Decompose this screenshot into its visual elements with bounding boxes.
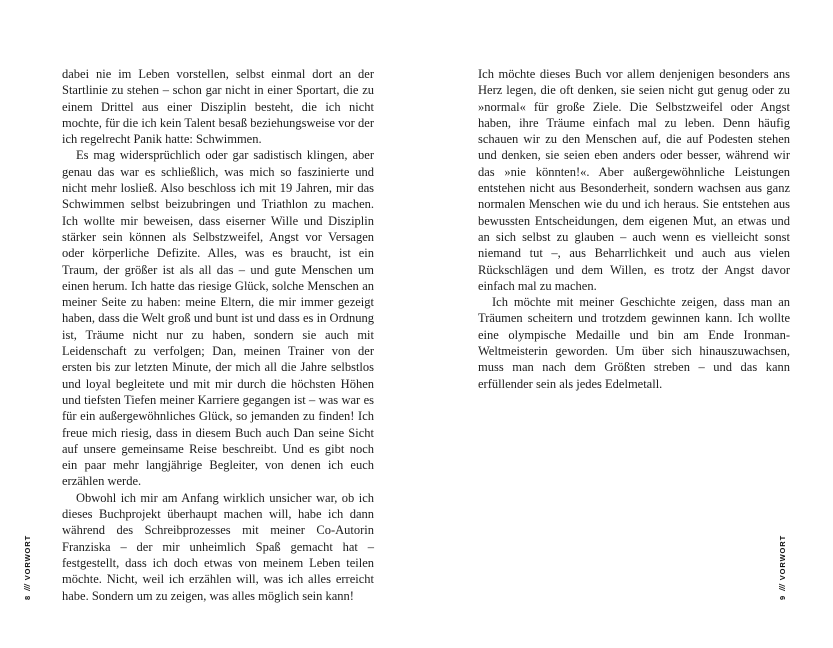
triple-slash-icon: /// — [777, 584, 787, 591]
paragraph: Ich möchte dieses Buch vor allem denjenigen besonders ans Herz legen, die oft denken, sie seien nicht gut genug oder zu »normal« für große Ziele. Die Selbstzweifel oder Angst haben, ihre Träume einfach mal zu leben. Denn häufig schauen wir zu den Menschen auf, die auf Podesten stehen und denken, sie seien eben anders oder besser, während wir das »nie könnten!«. Aber außergewöhnliche Leistungen entstehen nicht aus Besonderheit, sondern wachsen aus ganz normalen Menschen wie du und ich heraus. Sie entstehen aus bewussten Entscheidungen, dem eigenen Mut, an etwas und an sich selbst zu glauben – auch wenn es vielleicht sonst niemand tut –, aus Beharrlichkeit und auch aus vielen Rückschlägen und dem Willen, es trotz der Angst davor einfach mal zu machen. — [478, 67, 790, 293]
paragraph: dabei nie im Leben vorstellen, selbst einmal dort an der Startlinie zu stehen – schon gar nicht in einer Sportart, die zu einem Drittel aus einer Disziplin besteht, die ich nicht mochte, für die ich kein Talent besaß beziehungsweise vor der ich regelrecht Panik hatte: Schwimmen. — [62, 67, 374, 147]
paragraph: Es mag widersprüchlich oder gar sadistisch klingen, aber genau das war es schließlich, was mich so faszinierte und nicht mehr losließ. Also beschloss ich mit 19 Jahren, mir das Schwimmen selbst beizubringen und Triathlon zu machen. Ich wollte mir beweisen, dass eiserner Wille und Disziplin stärker sein können als Selbstzweifel, Angst vor Versagen oder körperliche Defizite. Alles, was es braucht, ist ein Traum, der größer ist als all das – und gute Menschen um einen herum. Ich hatte das riesige Glück, solche Menschen an meiner Seite zu haben: meine Eltern, die mir immer gezeigt haben, dass die Welt groß und bunt ist und dass es in Ordnung ist, Träume nicht nur zu haben, sondern sie auch mit Leidenschaft zu verfolgen; Dan, meinen Trainer von der ersten bis zur letzten Minute, der mich all die Jahre selbstlos und loyal begleitete und mit mir durch die höchsten Höhen und tiefsten Tiefen meiner Karriere gegangen ist – was war es für ein außergewöhnliches Glück, so jemanden zu finden! Ich freue mich riesig, dass in diesem Buch auch Dan seine Sicht auf unsere gemeinsame Reise beschreibt. Und es gibt noch ein paar mehr langjährige Begleiter, von denen ich euch erzählen werde. — [62, 148, 374, 489]
paragraph: Ich möchte mit meiner Geschichte zeigen, dass man an Träumen scheitern und trotzdem gewinnen kann. Ich wollte eine olympische Medaille und bin am Ende Ironman-Weltmeisterin geworden. Um über sich hinauszuwachsen, muss man nach dem Größten streben – und das kann erfüllender sein als jedes Edelmetall. — [478, 295, 790, 391]
page-number: 9 — [777, 594, 787, 600]
triple-slash-icon: /// — [22, 584, 32, 591]
page-number: 8 — [22, 594, 32, 600]
page-right-margin-footer — [776, 535, 788, 600]
page-left-margin-footer — [21, 535, 33, 600]
paragraph: Obwohl ich mir am Anfang wirklich unsicher war, ob ich dieses Buchprojekt überhaupt machen will, habe ich dann während des Schreibprozesses mit meiner Co-Autorin Franziska – der mir unheimlich Spaß gemacht hat – festgestellt, dass ich doch etwas von meinem Leben teilen möchte. Nicht, weil ich erzählen will, was ich alles erreicht habe. Sondern um zu zeigen, was alles möglich sein kann! — [62, 490, 374, 603]
page-right-text-column — [478, 66, 790, 392]
chapter-label: VORWORT — [22, 534, 32, 581]
chapter-label: VORWORT — [777, 534, 787, 581]
page-left-text-column — [62, 66, 374, 604]
